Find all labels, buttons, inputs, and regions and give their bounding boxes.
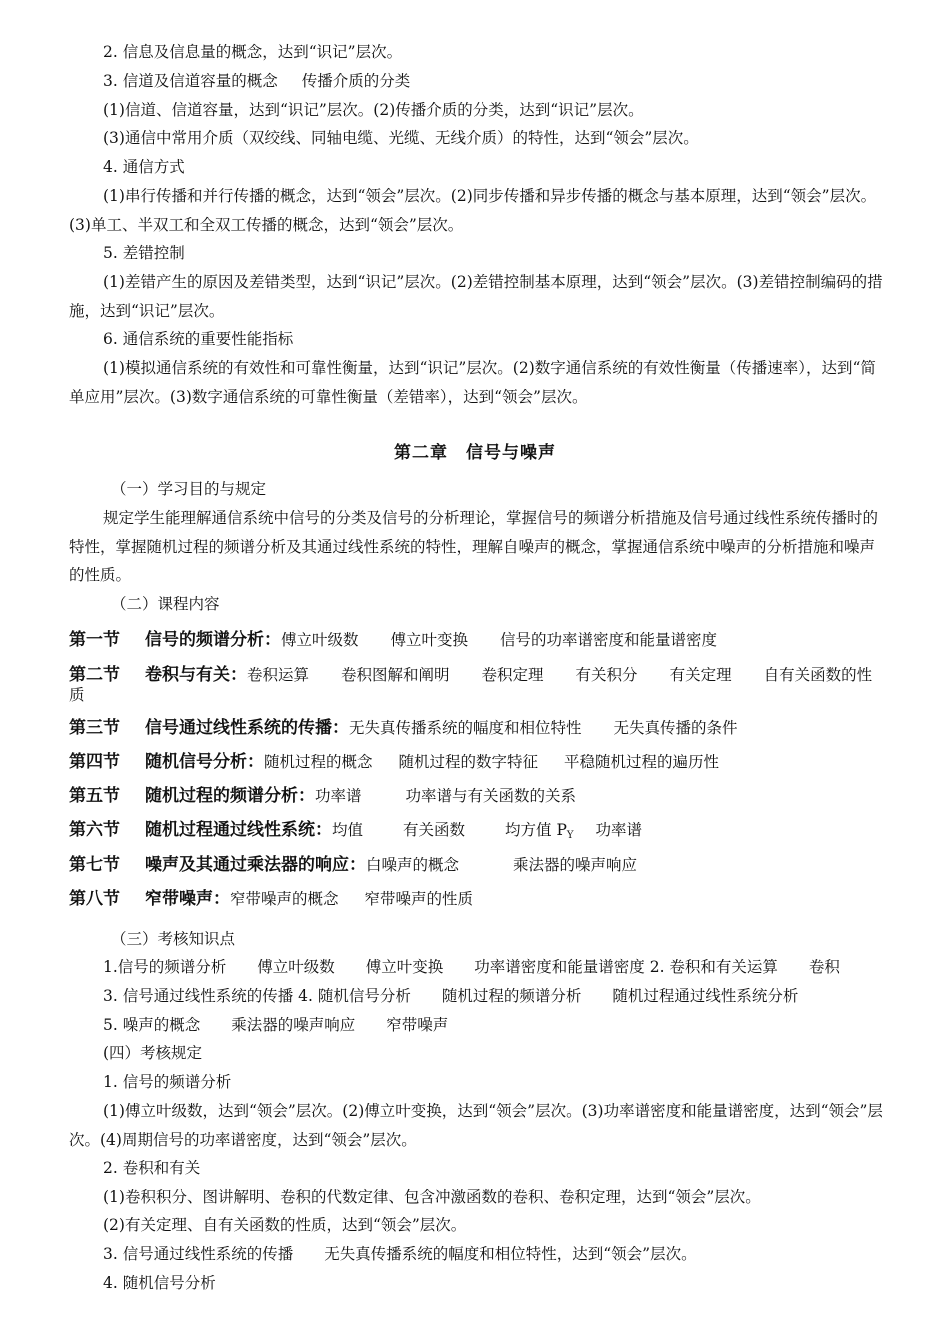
section-item: 无失真传播的条件 — [613, 719, 738, 737]
section-item: 白噪声的概念 — [366, 856, 460, 874]
chapter-title: 第二章 信号与噪声 — [394, 443, 556, 463]
paragraph: (1)傅立叶级数，达到“领会”层次。(2)傅立叶变换，达到“领会”层次。(3)功率谱密度和能量谱密度，达到“领会”层次。(4)周期信号的功率谱密度，达到“领会”层次。 — [69, 1102, 883, 1149]
section-number: 第五节 — [69, 786, 120, 806]
text-line: 5. 差错控制 — [103, 244, 185, 262]
text-line: 1. 信号的频谱分析 — [103, 1073, 232, 1091]
section-title: 随机过程的频谱分析： — [145, 786, 315, 806]
section-item: 卷积图解和阐明 — [341, 666, 450, 684]
section-heading: （二）课程内容 — [111, 595, 220, 613]
section-item: 窄带噪声的性质 — [364, 890, 474, 908]
section-title: 信号的频谱分析： — [145, 630, 281, 650]
section-item: 有关函数 — [403, 821, 466, 839]
course-section — [69, 630, 884, 650]
section-item: 平稳随机过程的遍历性 — [564, 753, 720, 771]
paragraph: (1)模拟通信系统的有效性和可靠性衡量，达到“识记”层次。(2)数字通信系统的有效性衡量（传播速率），达到“简单应用”层次。(3)数字通信系统的可靠性衡量（差错率），达到“领会”层次。 — [69, 359, 876, 406]
text-line: 6. 通信系统的重要性能指标 — [103, 330, 294, 348]
section-number: 第八节 — [69, 889, 120, 909]
section-item: 有关积分 — [575, 666, 638, 684]
section-item: 无失真传播系统的幅度和相位特性 — [349, 719, 582, 737]
section-item: 窄带噪声的概念 — [230, 890, 339, 908]
text-line — [103, 71, 918, 91]
text-line: 2. 信息及信息量的概念，达到“识记”层次。 — [103, 43, 403, 61]
section-number: 第一节 — [69, 630, 120, 650]
text-line: 2. 卷积和有关 — [103, 1159, 201, 1177]
course-section — [69, 889, 884, 909]
section-item: 傅立叶级数 — [281, 631, 359, 649]
section-number: 第七节 — [69, 855, 120, 875]
text-span: 传播介质的分类 — [301, 72, 411, 90]
text-line: (1)卷积积分、图讲解明、卷积的代数定律、包含冲激函数的卷积、卷积定理，达到“领会”层次。 — [103, 1188, 761, 1206]
section-heading: (四）考核规定 — [103, 1044, 203, 1062]
section-item: 信号的功率谱密度和能量谱密度 — [500, 631, 718, 649]
section-item: 功率谱与有关函数的关系 — [405, 787, 577, 805]
paragraph: 规定学生能理解通信系统中信号的分类及信号的分析理论，掌握信号的频谱分析措施及信号通过线性系统传播时的特性，掌握随机过程的频谱分析及其通过线性系统的特性，理解自噪声的概念，掌握通信系统中噪声的分析措施和噪声的性质。 — [69, 509, 879, 584]
text-line: 4. 随机信号分析 — [103, 1274, 216, 1292]
course-section — [69, 820, 884, 846]
section-item: 自有关函数的性质 — [69, 666, 873, 704]
section-heading: （三）考核知识点 — [111, 930, 236, 948]
paragraph: (1)串行传播和并行传播的概念，达到“领会”层次。(2)同步传播和异步传播的概念与基本原理，达到“领会”层次。(3)单工、半双工和全双工传播的概念，达到“领会”层次。 — [69, 187, 877, 234]
text-line: 5. 噪声的概念 乘法器的噪声响应 窄带噪声 — [103, 1016, 449, 1034]
course-section — [69, 718, 884, 738]
section-number: 第六节 — [69, 820, 120, 840]
section-item: 均值 — [332, 821, 364, 839]
section-title: 随机过程通过线性系统： — [145, 820, 332, 840]
text-line: 3. 信号通过线性系统的传播 无失真传播系统的幅度和相位特性，达到“领会”层次。 — [103, 1245, 697, 1263]
section-item: 卷积运算 — [247, 666, 310, 684]
section-item: 傅立叶变换 — [390, 631, 469, 649]
section-number: 第三节 — [69, 718, 120, 738]
section-title: 噪声及其通过乘法器的响应： — [145, 855, 366, 875]
section-item — [505, 820, 573, 846]
section-title: 卷积与有关： — [145, 665, 247, 685]
section-item: 有关定理 — [669, 666, 732, 684]
section-title: 窄带噪声： — [145, 889, 230, 909]
subscript: Y — [566, 830, 574, 841]
section-item-text: 均方值 P — [505, 821, 567, 839]
text-line: (3)通信中常用介质（双绞线、同轴电缆、光缆、无线介质）的特性，达到“领会”层次。 — [103, 129, 699, 147]
section-item: 随机过程的数字特征 — [398, 753, 539, 771]
text-line: (2)有关定理、自有关函数的性质，达到“领会”层次。 — [103, 1216, 467, 1234]
section-number: 第二节 — [69, 665, 120, 685]
course-section — [69, 855, 884, 875]
paragraph: (1)差错产生的原因及差错类型，达到“识记”层次。(2)差错控制基本原理，达到“领会”层次。(3)差错控制编码的措施，达到“识记”层次。 — [69, 273, 883, 320]
section-heading: （一）学习目的与规定 — [111, 480, 267, 498]
course-section — [69, 665, 884, 705]
text-line: 3. 信号通过线性系统的传播 4. 随机信号分析 随机过程的频谱分析 随机过程通过线性系统分析 — [103, 987, 799, 1005]
text-line: (1)信道、信道容量，达到“识记”层次。(2)传播介质的分类，达到“识记”层次。 — [103, 101, 644, 119]
text-line: 1.信号的频谱分析 傅立叶级数 傅立叶变换 功率谱密度和能量谱密度 2. 卷积和有关运算 卷积 — [103, 958, 840, 976]
section-title: 信号通过线性系统的传播： — [145, 718, 349, 738]
section-item: 随机过程的概念 — [264, 753, 373, 771]
section-title: 随机信号分析： — [145, 752, 264, 772]
text-span: 3. 信道及信道容量的概念 — [103, 72, 278, 90]
section-item: 功率谱 — [315, 787, 362, 805]
section-item: 功率谱 — [595, 821, 643, 839]
section-item: 乘法器的噪声响应 — [513, 856, 638, 874]
section-item: 卷积定理 — [481, 666, 544, 684]
section-number: 第四节 — [69, 752, 120, 772]
text-line: 4. 通信方式 — [103, 158, 185, 176]
course-section — [69, 752, 884, 772]
course-section — [69, 786, 884, 806]
